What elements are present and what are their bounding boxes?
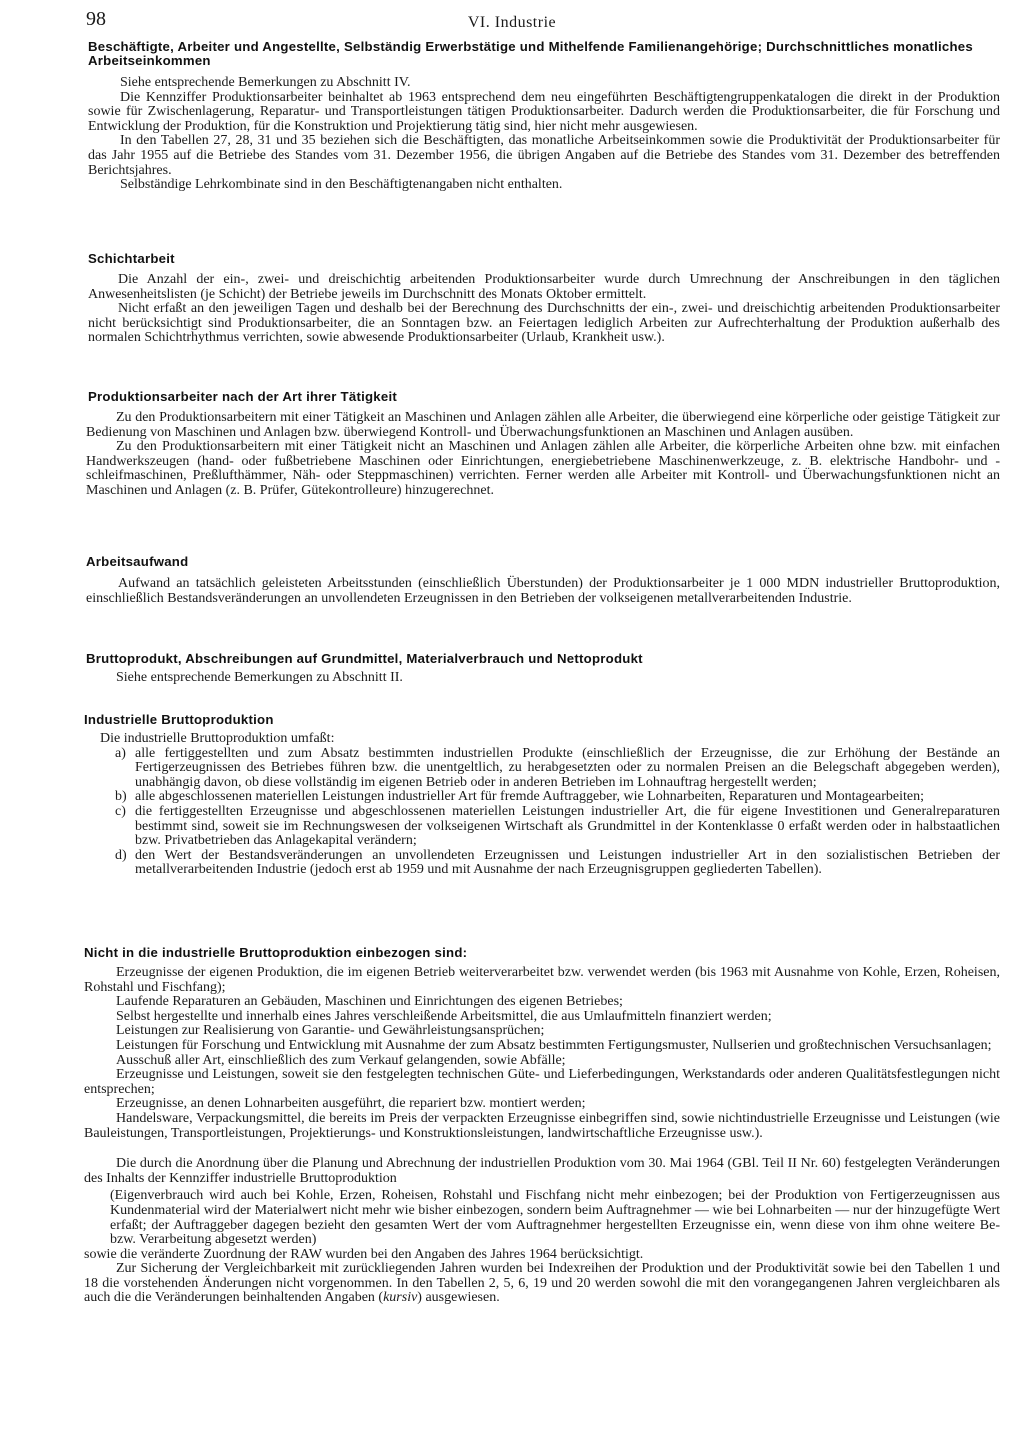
italic-word: kursiv xyxy=(383,1290,418,1306)
list-item-text: den Wert der Bestandsveränderungen an unvollendeten Erzeugnissen und Leistungen industrieller Art in den sozialistischen Betrieben der metallverarbeitenden Industrie (jedoch erst ab 1959 und mit Ausnahme der nach Erzeugnisgruppen gegliederten Tabellen). xyxy=(135,847,1000,878)
paragraph: Die Anzahl der ein-, zwei- und dreischichtig arbeitenden Produktionsarbeiter wurde durch Umrechnung der Anschreibungen in den täglichen Anwesenheitslisten (je Schicht) der Betriebe jeweils im Durchschnitt des Monats Oktober ermittelt. xyxy=(88,272,1000,302)
section-schichtarbeit xyxy=(0,252,1024,346)
section-heading: Industrielle Bruttoproduktion xyxy=(84,712,274,727)
exclusion-list xyxy=(84,966,1000,1141)
paragraph: Zu den Produktionsarbeitern mit einer Tätigkeit an Maschinen und Anlagen zählen alle Arbeiter, die überwiegend eine körperliche oder geistige Tätigkeit zur Bedienung von Maschinen und Anlagen bzw. überwiegend Kontroll- und Überwachungsfunktionen an Maschinen und Anlagen ausüben. xyxy=(86,410,1000,440)
section-heading: Nicht in die industrielle Bruttoproduktion einbezogen sind: xyxy=(84,945,468,960)
paragraph: Die industrielle Bruttoproduktion umfaßt: xyxy=(100,731,335,746)
section-heading: Beschäftigte, Arbeiter und Angestellte, Selbständig Erwerbstätige und Mithelfende Familienangehörige; Durchschnittliches monatliches Arbeitseinkommen xyxy=(88,39,973,68)
paragraph: sowie die veränderte Zuordnung der RAW wurden bei den Angaben des Jahres 1964 berücksichtigt. xyxy=(84,1246,644,1262)
paragraph: Aufwand an tatsächlich geleisteten Arbeitsstunden (einschließlich Überstunden) der Produktionsarbeiter je 1 000 MDN industrieller Bruttoproduktion, einschließlich Bestandsveränderungen an unvollendeten Erzeugnissen in den Betrieben der volkseigenen metallverarbeitenden Industrie. xyxy=(86,576,1000,606)
list-item-text: alle abgeschlossenen materiellen Leistungen industrieller Art für fremde Auftraggeber, wie Lohnarbeiten, Reparaturen und Montagearbeiten; xyxy=(135,789,924,805)
list-item: Erzeugnisse der eigenen Produktion, die im eigenen Betrieb weiterverarbeitet bzw. verwendet werden (bis 1963 mit Ausnahme von Kohle, Erzen, Roheisen, Rohstahl und Fischfang); xyxy=(84,965,1000,995)
page-number: 98 xyxy=(86,8,106,30)
section-heading: Schichtarbeit xyxy=(88,251,175,266)
paragraph: Die Kennziffer Produktionsarbeiter beinhaltet ab 1963 entsprechend dem neu eingeführten Beschäftigtengruppenkatalogen die direkt in der Produktion sowie für Zwischenlagerung, Reparatur- und Transportleistungen tätigen Produktionsarbeiter. Dadurch werden die Produktionsarbeiter, die für Forschung und Entwicklung der Produktion, für die Konstruktion und Projektierung tätig sind, hier nicht mehr ausgewiesen. xyxy=(88,89,1000,134)
section-beschaeftigte xyxy=(0,40,1024,193)
list-item-text: alle fertiggestellten und zum Absatz bestimmten industriellen Produkte (einschließlich der Erzeugnisse, die zur Erhöhung der Bestände an Fertigerzeugnissen des Betriebes führen bzw. die unentgeltlich, zu herabgesetzten oder zu normalen Preisen an die Belegschaft abgegeben werden), unabhängig davon, ob diese vollständig im eigenen Betrieb oder in anderen Betrieben im Lohnauftrag hergestellt werden; xyxy=(135,745,1000,790)
paragraph: In den Tabellen 27, 28, 31 und 35 beziehen sich die Beschäftigten, das monatliche Arbeitseinkommen sowie die Produktivität der Produktionsarbeiter für das Jahr 1955 auf die Betriebe des Standes vom 31. Dezember 1956, die übrigen Angaben auf die Betriebe des Standes vom 31. Dezember des betreffenden Berichtsjahres. xyxy=(88,133,1000,178)
paragraph-text: Zur Sicherung der Vergleichbarkeit mit zurückliegenden Jahren wurden bei Indexreihen der Produktion und der Produktivität sowie bei den Tabellen 1 und 18 die vorstehenden Änderungen nicht vorgenommen. In den Tabellen 2, 5, 6, 19 und 20 werden sowohl die mit den vorangegangenen Jahren vergleichbaren als auch die die Veränderungen beinhaltenden Angaben ( xyxy=(84,1261,1000,1306)
closing-notes xyxy=(84,1157,1000,1306)
list-item-label: c) xyxy=(115,803,126,819)
paragraph: Siehe entsprechende Bemerkungen zu Abschnitt II. xyxy=(116,670,403,685)
paragraph: Zu den Produktionsarbeitern mit einer Tätigkeit nicht an Maschinen und Anlagen zählen alle Arbeiter, die körperliche Arbeiten ohne bzw. mit einfachen Handwerkszeugen (hand- oder fußbetriebene Maschinen oder Einrichtungen, energiebetriebene Maschinenwerkzeuge, z. B. elektrische Handbohr- und -schleifmaschinen, Preßlufthämmer, Näh- oder Steppmaschinen) verrichten. Ferner werden alle Arbeiter mit Kontroll- und Überwachungsfunktionen nicht an Maschinen und Anlagen (z. B. Prüfer, Gütekontrolleure) hinzugerechnet. xyxy=(86,439,1000,498)
list-item: Leistungen für Forschung und Entwicklung mit Ausnahme der zum Absatz bestimmten Fertigungsmuster, Nullserien und großtechnischen Versuchsanlagen; xyxy=(116,1037,992,1053)
section-bruttoprodukt xyxy=(0,652,1024,686)
section-industrielle-bruttoproduktion xyxy=(0,713,1024,878)
section-heading: Produktionsarbeiter nach der Art ihrer Tätigkeit xyxy=(88,389,398,404)
section-arbeitsaufwand xyxy=(0,555,1024,606)
paragraph xyxy=(84,1262,1000,1306)
list-item: Ausschuß aller Art, einschließlich des zum Verkauf gelangenden, sowie Abfälle; xyxy=(116,1052,566,1068)
list-item xyxy=(115,790,1000,805)
paragraph: Nicht erfaßt an den jeweiligen Tagen und deshalb bei der Berechnung des Durchschnitts der ein-, zwei- und dreischichtig arbeitenden Produktionsarbeiter nicht berücksichtigt sind Produktionsarbeiter, die an Sonntagen bzw. an Feiertagen lediglich Arbeiten zur Aufrechterhaltung der Produktion außerhalb des normalen Schichtrhythmus verrichten, sowie abwesende Produktionsarbeiter (Urlaub, Krankheit usw.). xyxy=(88,301,1000,346)
list-item: Handelsware, Verpackungsmittel, die bereits im Preis der verpackten Erzeugnisse einbegriffen sind, sowie nichtindustrielle Erzeugnisse und Leistungen (wie Bauleistungen, Transportleistungen, Projektierungs- und Konstruktionsleistungen, landwirtschaftliche Erzeugnisse usw.). xyxy=(84,1110,1000,1141)
paragraph: Die durch die Anordnung über die Planung und Abrechnung der industriellen Produktion vom 30. Mai 1964 (GBl. Teil II Nr. 60) festgelegten Veränderungen des Inhalts der Kennziffer industrielle Bruttoproduktion xyxy=(84,1156,1000,1186)
list-item xyxy=(115,747,1000,791)
list-item: Erzeugnisse, an denen Lohnarbeiten ausgeführt, die repariert bzw. montiert werden; xyxy=(116,1096,586,1112)
section-produktionsarbeiter xyxy=(0,390,1024,499)
list-item: Selbst hergestellte und innerhalb eines Jahres verschleißende Arbeitsmittel, die aus Umlaufmitteln finanziert werden; xyxy=(116,1008,772,1024)
list-item-text: die fertiggestellten Erzeugnisse und abgeschlossenen materiellen Leistungen industrieller Art, die für eigene Investitionen und Generalreparaturen bestimmt sind, soweit sie im Rechnungswesen der volkseigenen Wirtschaft als Grundmittel in der Kontenklasse 0 erfaßt werden oder in halbstaatlichen bzw. Privatbetrieben das Anlagekapital verändern; xyxy=(135,803,1000,849)
list-item-label: d) xyxy=(115,847,127,863)
paragraph: Selbständige Lehrkombinate sind in den Beschäftigtenangaben nicht enthalten. xyxy=(120,177,563,193)
list-item: Laufende Reparaturen an Gebäuden, Maschinen und Einrichtungen des eigenen Betriebes; xyxy=(116,994,623,1010)
paragraph-text: ) ausgewiesen. xyxy=(417,1290,500,1306)
running-title: VI. Industrie xyxy=(467,14,557,31)
list-item xyxy=(115,805,1000,849)
paragraph: Siehe entsprechende Bemerkungen zu Abschnitt IV. xyxy=(120,75,411,90)
list-item-label: a) xyxy=(115,745,126,761)
section-nicht-einbezogen xyxy=(0,946,1024,1306)
list-item xyxy=(115,849,1000,878)
list-item: Erzeugnisse und Leistungen, soweit sie den festgelegten technischen Güte- und Lieferbedingungen, Werkstandards oder anderen Qualitätsfestlegungen nicht entsprechen; xyxy=(84,1067,1000,1097)
section-heading: Arbeitsaufwand xyxy=(86,554,189,569)
paragraph: (Eigenverbrauch wird auch bei Kohle, Erzen, Roheisen, Rohstahl und Fischfang nicht mehr einbezogen; bei der Produktion von Fertigerzeugnissen aus Kundenmaterial wird der Materialwert nicht mehr wie bisher einbezogen, sondern beim Auftragnehmer — wie bei Lohnarbeiten — nur der hinzugefügte Wert erfaßt; der Auftraggeber dagegen bezieht den gesamten Wert der vom Auftragnehmer hergestellten Erzeugnisse ein, wenn diese von ihm ohne weitere Be- bzw. Verarbeitung abgesetzt werden) xyxy=(110,1188,1000,1248)
list-item-label: b) xyxy=(115,789,127,805)
section-heading: Bruttoprodukt, Abschreibungen auf Grundmittel, Materialverbrauch und Nettoprodukt xyxy=(86,651,643,666)
list-item: Leistungen zur Realisierung von Garantie- und Gewährleistungsansprüchen; xyxy=(116,1023,545,1039)
